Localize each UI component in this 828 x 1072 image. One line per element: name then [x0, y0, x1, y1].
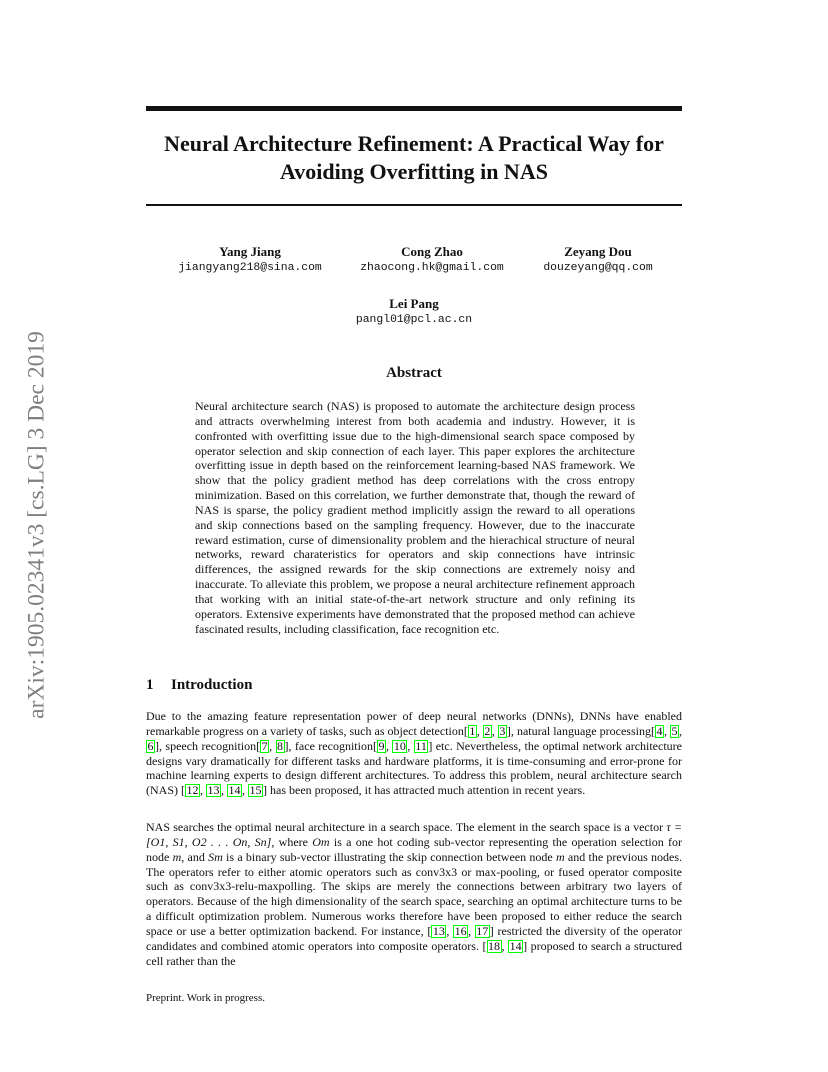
- citation-link[interactable]: 8: [277, 738, 284, 753]
- author-email: zhaocong.hk@gmail.com: [360, 262, 504, 274]
- citation-link[interactable]: 9: [378, 738, 385, 753]
- citation-link[interactable]: 13: [207, 783, 220, 798]
- math-expression: τ = [O1, S1, O2 . . . On, Sn]: [146, 820, 682, 849]
- author-block: [498, 244, 698, 276]
- author-block: [150, 244, 350, 276]
- text-run: and the previous nodes. The operators refer to either atomic operators such as conv3x3 or max-pooling, or fused operator composite such as conv3x3-relu-maxpolling. The skips are merely the connections between arbitrary two layers of operators. Because of the high dimensionality of the search space, searching an optimal architecture turns to be a difficult optimization problem. Numerous works therefore have been proposed to either reduce the search space or use a better optimization backend. For instance, [: [146, 849, 683, 938]
- author-email: douzeyang@qq.com: [543, 262, 653, 274]
- intro-paragraph-1: Due to the amazing feature representation power of deep neural networks (DNNs), DNNs have enabled remarkable progress on a variety of tasks, such as object detection[ 1 , 2 , 3 ], natural language processing[ 4 , 5 , 6 ], speech recognition[ 7 , 8 ], face recognition[ 9 , 10 , 11 ] etc. Nevertheless, the optimal network architecture designs vary dramatically for different tasks and hardware platforms, it is time-consuming and error-prone for machine learning experts to design different architectures. To address this problem, neural architecture search (NAS) [ 12 , 13 , 14 , 15 ] has been proposed, it has attracted much attention in recent years.: [146, 709, 682, 798]
- citation-link[interactable]: 10: [393, 738, 406, 753]
- text-run: ], natural language processing[: [506, 723, 655, 738]
- text-run: ], face recognition[: [284, 738, 377, 753]
- citation-link[interactable]: 7: [261, 738, 268, 753]
- text-run: ] proposed to search a structured cell rather than the: [146, 938, 683, 968]
- math-expression: m: [555, 849, 565, 864]
- text-run: , and: [181, 849, 209, 864]
- abstract-heading: Abstract: [386, 365, 442, 381]
- text-run: ] restricted the diversity of the operator candidates and combined atomic operators into composite operators. [: [146, 923, 682, 953]
- footer-note: Preprint. Work in progress.: [146, 992, 265, 1004]
- citation-link[interactable]: 14: [509, 938, 522, 953]
- author-email: jiangyang218@sina.com: [178, 262, 322, 274]
- text-run: Due to the amazing feature representation power of deep neural networks (DNNs), DNNs have enabled remarkable progress on a variety of tasks, such as object detection[: [146, 709, 682, 738]
- citation-link[interactable]: 6: [147, 738, 154, 753]
- section-heading: [146, 676, 252, 694]
- citation-link[interactable]: 13: [432, 923, 445, 938]
- author-name: Yang Jiang: [219, 244, 281, 259]
- citation-link[interactable]: 4: [656, 723, 663, 738]
- citation-link[interactable]: 15: [249, 783, 262, 798]
- title-line-1: Neural Architecture Refinement: A Practical Way for: [164, 131, 664, 156]
- section-number: 1: [146, 677, 154, 693]
- author-email: pangl01@pcl.ac.cn: [355, 314, 473, 326]
- title-line-2: Avoiding Overfitting in NAS: [280, 159, 548, 184]
- author-block: [314, 296, 514, 328]
- text-run: is a binary sub-vector illustrating the skip connection between node: [222, 849, 556, 864]
- citation-link[interactable]: 12: [186, 783, 199, 798]
- text-run: ], speech recognition[: [155, 738, 261, 753]
- title-rule-bottom: [146, 204, 682, 206]
- arxiv-stamp-text: arXiv:1905.02341v3 [cs.LG] 3 Dec 2019: [23, 331, 50, 719]
- text-run: is a one hot coding sub-vector representing the operation selection for node: [146, 834, 682, 864]
- citation-link[interactable]: 17: [476, 923, 489, 938]
- section-title: Introduction: [171, 677, 253, 693]
- citation-link[interactable]: 14: [228, 783, 241, 798]
- text-run: ] etc. Nevertheless, the optimal network architecture designs vary dramatically for different tasks and hardware platforms, it is time-consuming and error-prone for machine learning experts to design different architectures. To address this problem, neural architecture search (NAS) [: [146, 738, 682, 798]
- citation-link[interactable]: 1: [469, 723, 476, 738]
- intro-paragraph-2: NAS searches the optimal neural architecture in a search space. The element in the search space is a vector τ = [O1, S1, O2 . . . On, Sn], where Om is a one hot coding sub-vector representing the operation selection for node m, and Sm is a binary sub-vector illustrating the skip connection between node m and the previous nodes. The operators refer to either atomic operators such as conv3x3 or max-pooling, or fused operator composite such as conv3x3-relu-maxpolling. The skips are merely the connections between arbitrary two layers of operators. Because of the high dimensionality of the search space, searching an optimal architecture turns to be a difficult optimization problem. Numerous works therefore have been proposed to either reduce the search space or use a better optimization backend. For instance, [ 13 , 16 , 17 ] restricted the diversity of the operator candidates and combined atomic operators into composite operators. [ 18 , 14 ] proposed to search a structured cell rather than the: [146, 820, 683, 968]
- author-name: Lei Pang: [389, 296, 439, 311]
- citation-link[interactable]: 11: [415, 738, 427, 753]
- paper-title: [146, 130, 682, 186]
- arxiv-stamp: [22, 290, 52, 760]
- author-name: Zeyang Dou: [564, 244, 632, 259]
- author-name: Cong Zhao: [401, 244, 463, 259]
- text-run: NAS searches the optimal neural architecture in a search space. The element in the search space is a vector: [146, 820, 667, 834]
- citation-link[interactable]: 2: [484, 723, 491, 738]
- citation-link[interactable]: 3: [499, 723, 506, 738]
- citation-link[interactable]: 16: [454, 923, 467, 938]
- text-run: ] has been proposed, it has attracted much attention in recent years.: [263, 783, 586, 798]
- text-run: , where: [271, 834, 313, 849]
- abstract-text: Neural architecture search (NAS) is proposed to automate the architecture design process and attracts overwhelming interest from both academia and industry. However, it is confronted with overfitting issue due to the high-dimensional search space composed by operator selection and skip connection of each layer. This paper explores the architecture overfitting issue in depth based on the reinforcement learning-based NAS framework. We show that the policy gradient method has deep correlations with the cross entropy minimization. Based on this correlation, we further demonstrate that, though the reward of NAS is sparse, the policy gradient method implicitly assign the reward to all operations and skip connections based on the sampling frequency. However, due to the inaccurate reward estimation, curse of dimensionality problem and the hierachical structure of neural networks, reward charateristics for operators and skip connections have intrinsic differences, the assigned rewards for the skip connections are extremely noisy and inaccurate. To alleviate this problem, we propose a neural architecture refinement approach that working with an initial state-of-the-art network structure and only refining its operators. Extensive experiments have demonstrated that the proposed method can achieve fascinated results, including classification, face recognition etc.: [195, 399, 635, 636]
- citation-link[interactable]: 18: [488, 938, 501, 953]
- math-expression: Sm: [208, 849, 223, 864]
- math-expression: m: [172, 849, 182, 864]
- math-expression: Om: [312, 834, 330, 849]
- title-rule-top: [146, 106, 682, 111]
- citation-link[interactable]: 5: [671, 723, 678, 738]
